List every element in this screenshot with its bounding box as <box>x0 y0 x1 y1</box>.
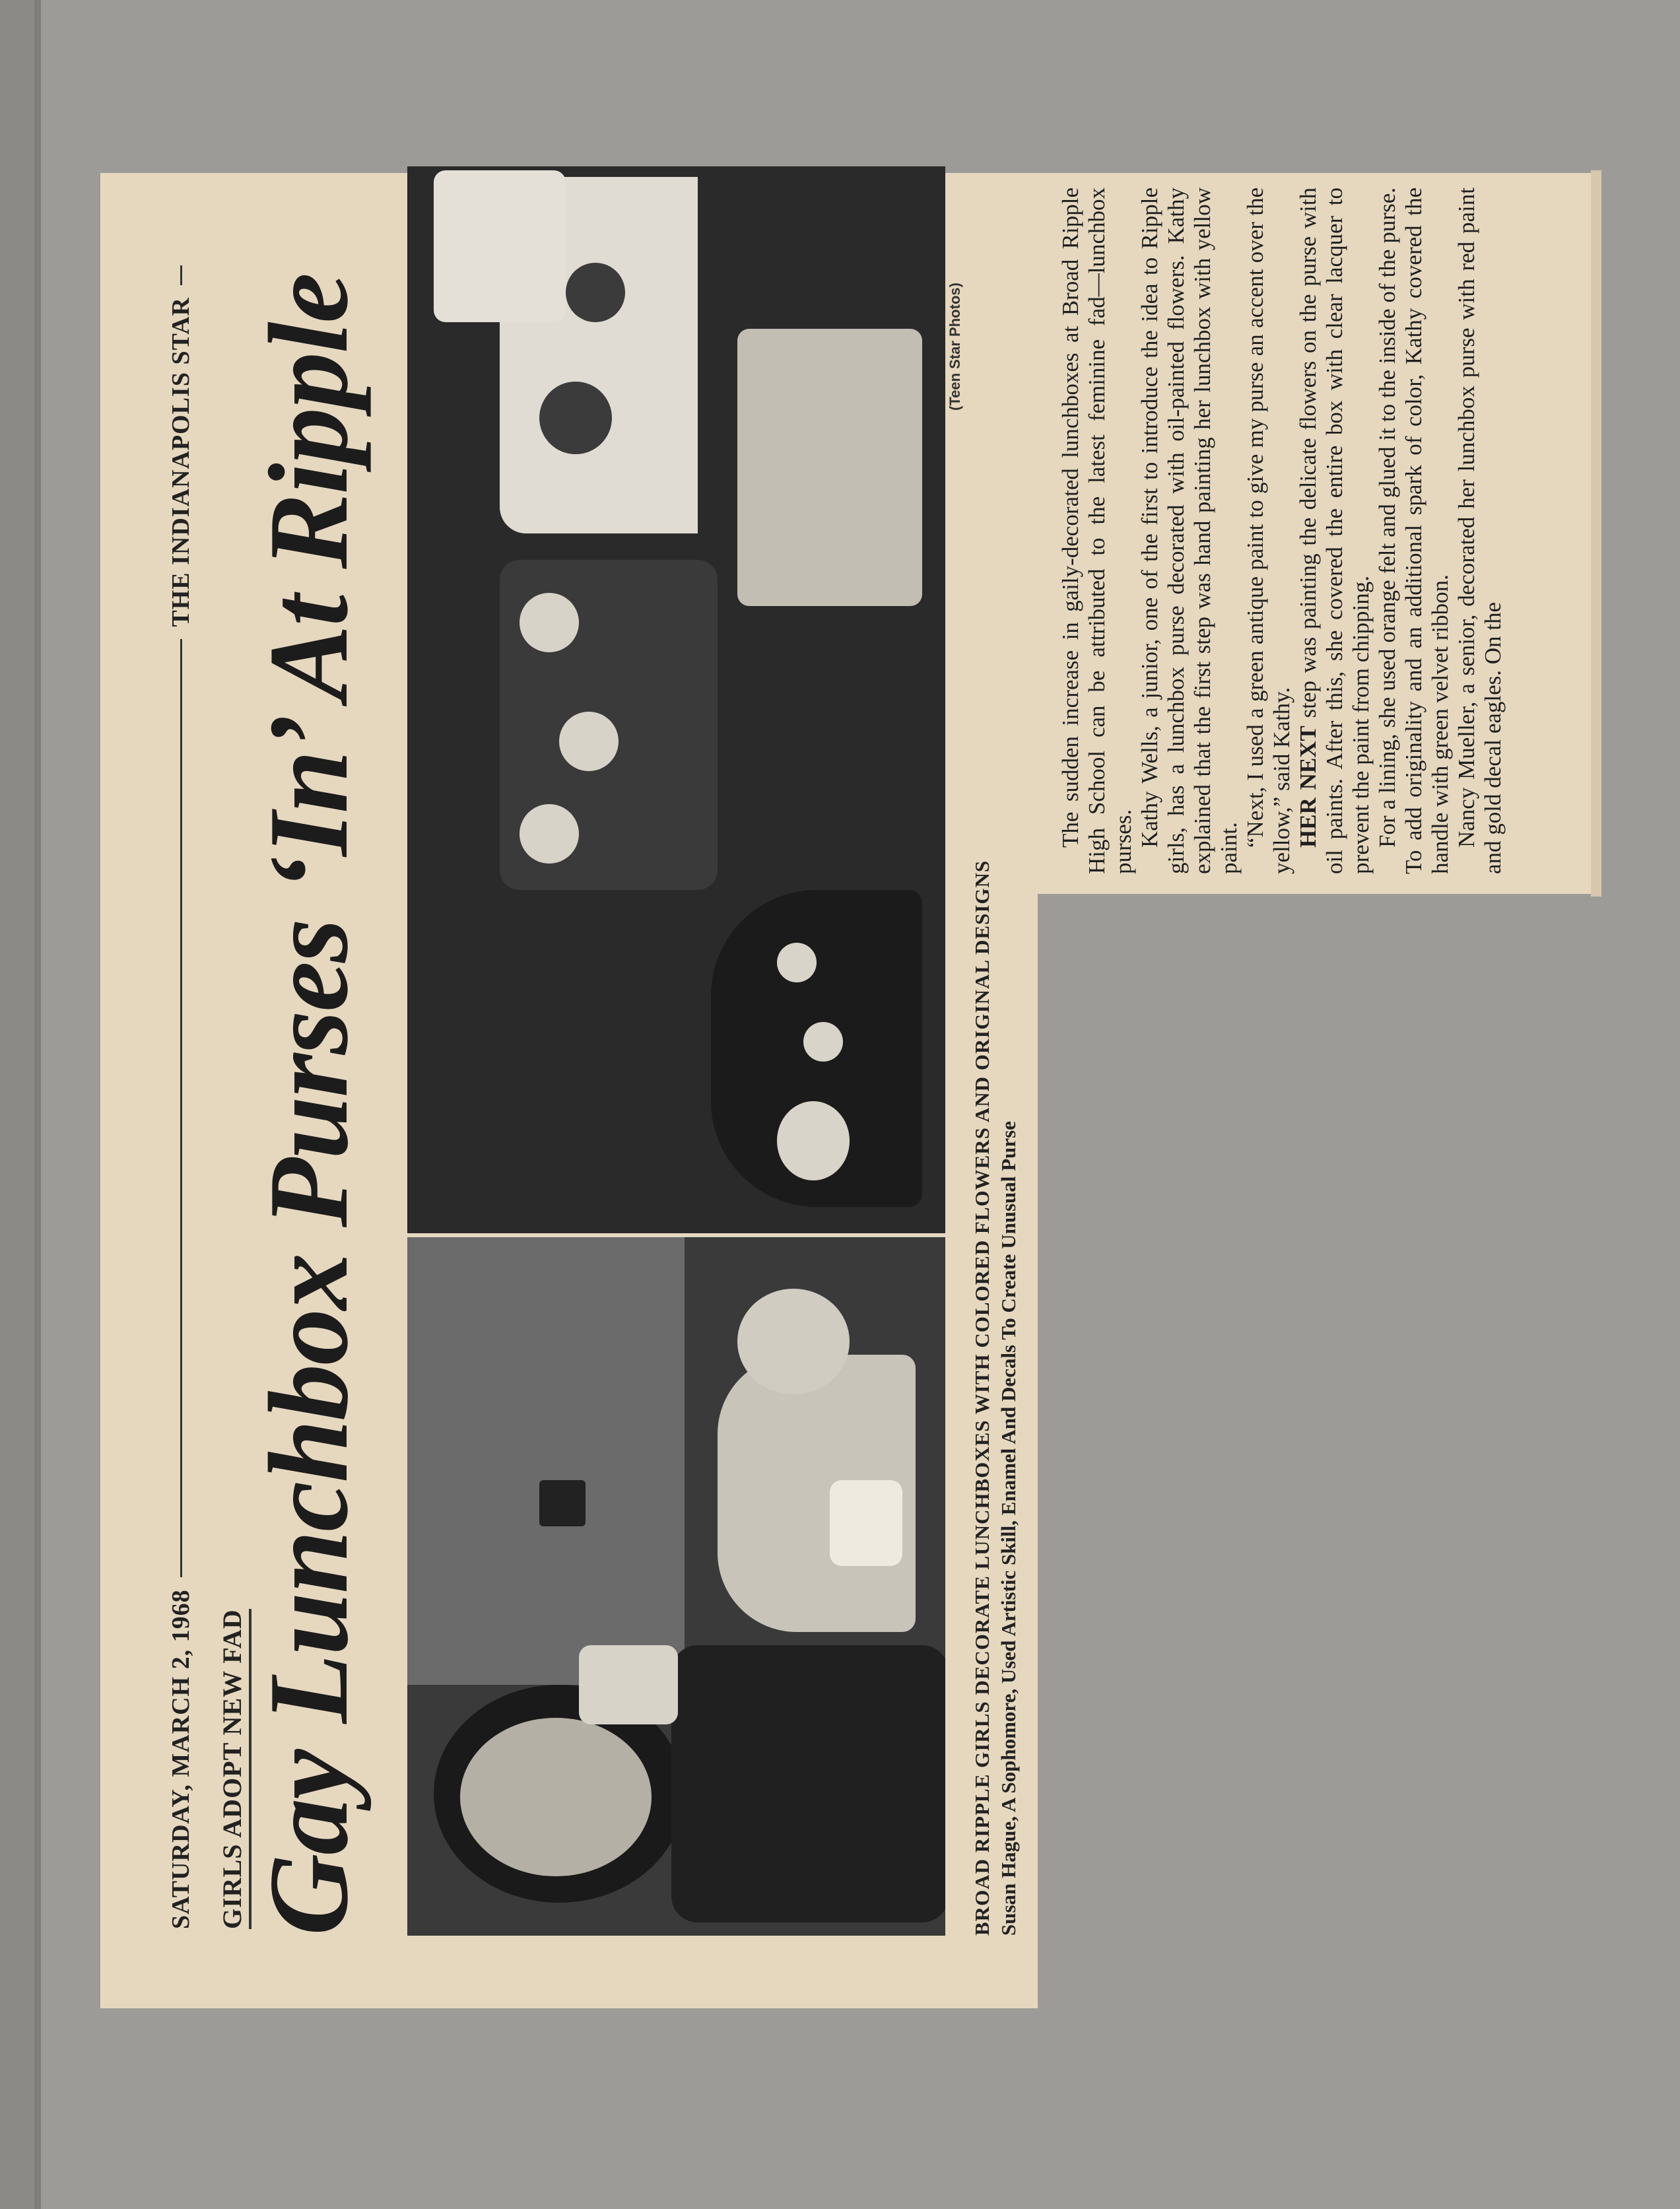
article-paragraph <box>1295 187 1374 874</box>
dateline-rule <box>180 639 182 1578</box>
photo-credit: (Teen Star Photos) <box>947 283 963 411</box>
article-paragraph: The sudden increase in gaily-decorated lunchboxes at Broad Ripple High School can be attributed to the latest feminine fad—lunchbox purses. <box>1058 187 1136 874</box>
article-paragraph-text: step was painting the delicate flowers on the purse with oil paints. After this, she covered the entire box with clear lacquer to prevent the paint from chipping. <box>1295 187 1374 874</box>
photo-student-with-lunchbox <box>407 1237 945 1936</box>
article-paragraph: Nancy Mueller, a senior, decorated her lunchbox purse with red paint and gold decal eagles. On the <box>1454 187 1506 874</box>
article-body <box>1058 187 1506 874</box>
clipping-rotated-layout <box>100 173 1038 2008</box>
newspaper-name: THE INDIANAPOLIS STAR <box>167 297 195 627</box>
article-paragraph: Kathy Wells, a junior, one of the first to introduce the idea to Ripple girls, has a lunchbox purse decorated with oil-painted flowers. Kathy explained that the first step was hand painting her lunchbox with yellow paint. <box>1137 187 1242 874</box>
article-paragraph: “Next, I used a green antique paint to give my purse an accent over the yellow,” said Kathy. <box>1242 187 1294 874</box>
dateline <box>161 265 201 1929</box>
kicker-line: GIRLS ADOPT NEW FAD <box>217 1609 252 1929</box>
scrapbook-binding-shadow <box>34 0 41 2209</box>
issue-date: SATURDAY, MARCH 2, 1968 <box>167 1589 195 1929</box>
article-paragraph: For a lining, she used orange felt and glued it to the inside of the purse. To add originality and an additional spark of color, Kathy covered the handle with green velvet ribbon. <box>1374 187 1453 874</box>
article-subhead: HER NEXT <box>1295 726 1321 848</box>
headline: Gay Lunchbox Purses ‘In’ At Ripple <box>246 274 372 1936</box>
article-rotated-layout <box>1038 173 1599 894</box>
scrapbook-binding-strip <box>0 0 34 2209</box>
photo-caption-subline: Susan Hague, A Sophomore, Used Artistic Skill, Enamel And Decals To Create Unusual Purse <box>997 1121 1020 1936</box>
dateline-rule-end <box>180 265 182 285</box>
photo-decorated-lunchboxes <box>407 166 945 1233</box>
photo-caption-heading: BROAD RIPPLE GIRLS DECORATE LUNCHBOXES WITH COLORED FLOWERS AND ORIGINAL DESIGNS <box>970 860 993 1936</box>
